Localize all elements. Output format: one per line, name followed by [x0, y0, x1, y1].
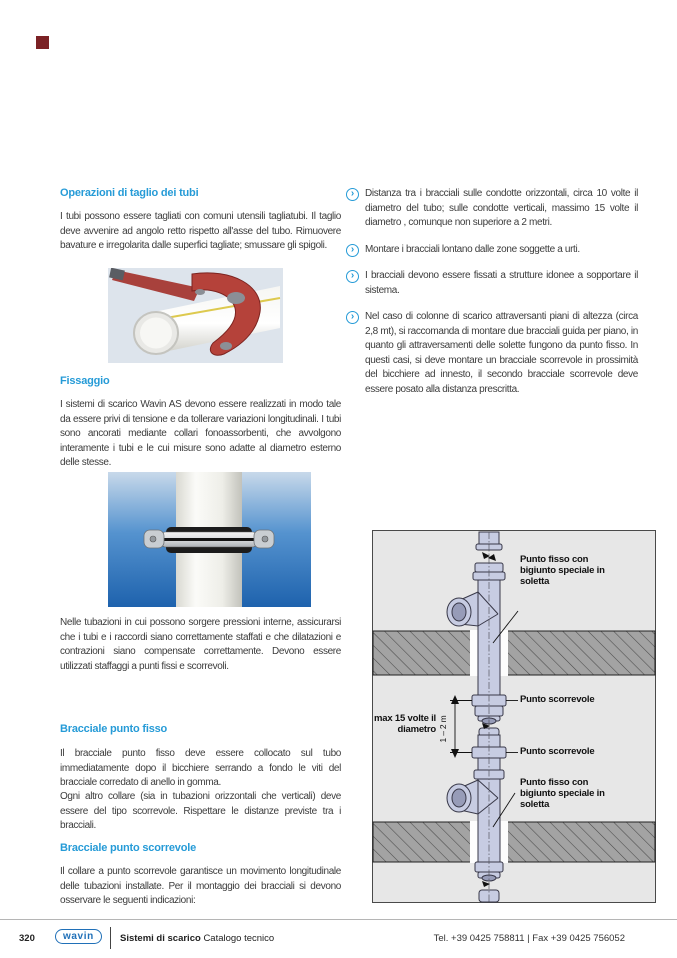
- document-title-bold: Sistemi di scarico: [120, 933, 201, 944]
- label-punto-fisso-top: Punto fisso con bigiunto speciale in soletta: [520, 554, 605, 587]
- bullet-text: Distanza tra i bracciali sulle condotte orizzontali, circa 10 volte il diametro del tubo; sulle condotte verticali, massimo 15 volte il diametro , comunque non superiore a 2 metri.: [365, 188, 638, 228]
- label-punto-fisso-bottom: Punto fisso con bigiunto speciale in soletta: [520, 777, 605, 810]
- paragraph-punto-fisso-1: Il bracciale punto fisso deve essere collocato sul tubo immediatamente dopo il bicchiere serrando a fondo le viti del bracciale corredato di anello in gomma.: [60, 748, 341, 788]
- document-title-regular: Catalogo tecnico: [203, 933, 275, 944]
- section-heading-punto-fisso: Bracciale punto fisso: [60, 723, 168, 735]
- arrow-circle-icon: ›: [346, 311, 359, 324]
- list-item: [346, 310, 638, 397]
- footer-contact: Tel. +39 0425 758811 | Fax +39 0425 756052: [433, 933, 625, 944]
- pipe-collar-photo: [108, 472, 311, 607]
- bullet-text: Nel caso di colonne di scarico attraversanti piani di altezza (circa 2,8 mt), si raccomanda di montare due bracciali guida per piano, in quanto gli attraversamenti delle solette fungono da punto fisso. In questi casi, si deve montare un bracciale scorrevole in prossimità del bicchiere ad innesto, il secondo bracciale scorrevole deve essere posato alla distanza prescritta.: [365, 311, 638, 395]
- section-heading-taglio: Operazioni di taglio dei tubi: [60, 187, 199, 199]
- footer: [0, 926, 677, 952]
- slab-bottom: [373, 821, 655, 863]
- pipe-cutter-photo: [108, 268, 283, 363]
- paragraph-fissaggio: I sistemi di scarico Wavin AS devono essere realizzati in modo tale da essere privi di tensione e da tollerare variazioni longitudinali. I tubi sono ancorati mediante collari fonoassorbenti, che avvolgono interamente i tubi e le cui misure sono adatte al diametro esterno delle stesse.: [60, 399, 341, 468]
- bullet-text: Montare i bracciali lontano dalle zone soggette a urti.: [365, 243, 580, 255]
- paragraph-taglio: I tubi possono essere tagliati con comuni utensili tagliatubi. Il taglio deve avvenire ad angolo retto rispetto all'asse del tubo. Rimuovere bavature e irregolarita dalle superfici tagliate; smussare gli spigoli.: [60, 211, 341, 251]
- label-max-diametro: max 15 volte il diametro: [374, 713, 436, 735]
- arrow-circle-icon: ›: [346, 188, 359, 201]
- paragraph-punto-fisso-2: Ogni altro collare (sia in tubazioni orizzontali che verticali) deve essere del tipo scorrevole. Rispettare le distanze previste tra i bracciali.: [60, 791, 341, 831]
- section-color-tab: [36, 36, 49, 49]
- section-heading-fissaggio: Fissaggio: [60, 375, 110, 387]
- slab-top: [373, 630, 655, 676]
- label-punto-scorrevole-2: Punto scorrevole: [520, 746, 595, 757]
- bullet-text: I bracciali devono essere fissati a strutture idonee a sopportare il sistema.: [365, 270, 638, 296]
- list-item: [346, 187, 638, 231]
- arrow-circle-icon: ›: [346, 270, 359, 283]
- list-item: [346, 243, 638, 258]
- section-heading-punto-scorrevole: Bracciale punto scorrevole: [60, 842, 197, 854]
- installation-diagram: [372, 530, 656, 903]
- installation-indications-list: [346, 187, 638, 409]
- page-number: 320: [19, 933, 35, 944]
- wavin-logo: wavin: [55, 929, 102, 944]
- label-dimension-1-2m: 1 – 2 m: [437, 715, 448, 743]
- arrow-circle-icon: ›: [346, 244, 359, 257]
- list-item: [346, 269, 638, 298]
- paragraph-punto-scorrevole: Il collare a punto scorrevole garantisce un movimento longitudinale delle tubazioni installate. Per il montaggio dei bracciali si devono osservare le seguenti indicazioni:: [60, 866, 341, 906]
- paragraph-pressioni: Nelle tubazioni in cui possono sorgere pressioni interne, assicurarsi che i tubi e i raccordi siano correttamente staffati e che dilatazioni e contrazioni siano compensate correttamente. Devono essere utilizzati staffaggi a punti fissi e scorrevoli.: [60, 617, 341, 672]
- label-punto-scorrevole-1: Punto scorrevole: [520, 694, 595, 705]
- footer-rule: [0, 919, 677, 920]
